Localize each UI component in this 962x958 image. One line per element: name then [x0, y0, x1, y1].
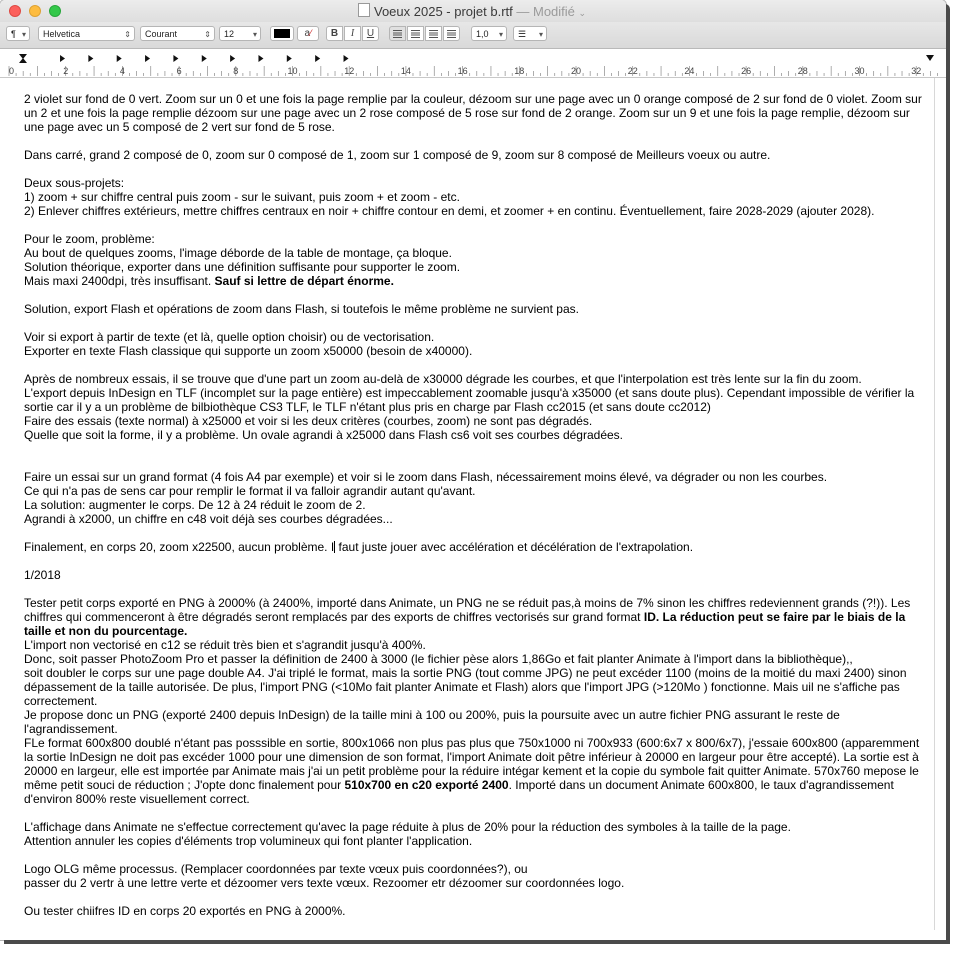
tab-stop-marker: [173, 55, 178, 62]
paragraph[interactable]: [24, 526, 924, 540]
paragraph[interactable]: [24, 890, 924, 904]
left-indent-marker: [19, 58, 27, 63]
bold-text: ID. La réduction peut se faire par le biais de la taille et non du pourcentage.: [24, 610, 906, 638]
paragraph[interactable]: [24, 876, 924, 890]
document-text[interactable]: [24, 92, 924, 918]
paragraph[interactable]: [24, 582, 924, 596]
paragraph[interactable]: [24, 512, 924, 526]
paragraph[interactable]: [24, 862, 924, 876]
paragraph[interactable]: [24, 316, 924, 330]
paragraph[interactable]: [24, 302, 924, 316]
ruler[interactable]: [0, 49, 946, 78]
paragraph-text: Donc, soit passer PhotoZoom Pro et passer la définition de 2400 à 3000 (le fichier pèse alors 1,86Go et fait planter Animate à l'import dans la bibliothèque),,: [24, 652, 853, 666]
paragraph-text: Quelle que soit la forme, il y a problème. Un ovale agrandi à x25000 dans Flash cs6 voit ses courbes dégradées.: [24, 428, 624, 442]
ruler-label: 16: [457, 66, 468, 76]
paragraph[interactable]: [24, 190, 924, 204]
font-size-field[interactable]: 12 ▾: [219, 26, 261, 41]
chevron-down-icon: ▾: [538, 30, 543, 39]
paragraph[interactable]: [24, 666, 924, 708]
paragraph[interactable]: [24, 218, 924, 232]
paragraph[interactable]: [24, 288, 924, 302]
ruler-label: 8: [233, 66, 239, 76]
paragraph-text: Pour le zoom, problème:: [24, 232, 155, 246]
ruler-label: 22: [627, 66, 638, 76]
paragraph-text: FLe format 600x800 doublé n'étant pas posssible en sortie, 800x1066 non plus pas plus que 750x1000 ni 700x933 (600:6x7 x 800/6x7), j'essaie 600x800 (apparemment la sortie InDesign ne doit pas excéder 1000 pour une dimension de son format, l'import Animate doit pêtre inférieur à 20000 en largeur pour être accepté). La sortie est à 20000 en largeur, elle est importée par Animate mais j'ai un petit problème pour la réduire intégar kement et la copie du symbole fait quitter Animate. 570x760 mepose le même petit souci de réduction ; J'opte donc finalement pour: [24, 736, 920, 792]
ruler-label: 18: [514, 66, 525, 76]
paragraph-text: Faire des essais (texte normal) à x25000 et voir si les deux critères (courbes, zoom) ne sont pas dégradés.: [24, 414, 593, 428]
ruler-label: 4: [119, 66, 125, 76]
paragraph-text: faut juste jouer avec accélération et décélération de l'extrapolation.: [335, 540, 694, 554]
align-right-icon: [429, 30, 438, 38]
paragraph[interactable]: [24, 330, 924, 344]
paragraph[interactable]: [24, 596, 924, 638]
paragraph-text: soit doubler le corps sur une page double A4. J'ai triplé le format, mais la sortie PNG (tout comme JPG) ne peut excéder 1100 (moins de la moitié du maxi 2400) sinon dépassement de la taille autorisée. De plus, l'import PNG (<10Mo fait planter Animate et Flash) alors que l'import JPG (>120Mo ) fonctionne. Mais uil ne s'affiche pas correctement.: [24, 666, 907, 708]
paragraph[interactable]: [24, 246, 924, 260]
paragraph[interactable]: [24, 484, 924, 498]
paragraph-text: Agrandi à x2000, un chiffre en c48 voit déjà ses courbes dégradées...: [24, 512, 393, 526]
paragraph-text: 2 violet sur fond de 0 vert. Zoom sur un 0 et une fois la page remplie par la couleur, dézoom sur une page avec un 0 orange composé de 2 sur fond de 0 violet. Zoom sur un 2 et une fois la page remplie dézoom sur une page avec un 2 rose composé de 5 rose sur fond de 2 orange. Zoom sur un 9 et une fois la page remplie, dézoom sur une page avec un 5 composé de 2 vert sur fond de 5 rose.: [24, 92, 922, 134]
modified-status: — Modifié: [516, 4, 575, 19]
paragraph[interactable]: [24, 358, 924, 372]
align-right-button[interactable]: [425, 26, 442, 41]
paragraph-text: La solution: augmenter le corps. De 12 à 24 réduit le zoom de 2.: [24, 498, 366, 512]
title-chevron-icon[interactable]: ⌄: [578, 8, 587, 18]
updown-arrows-icon: ⇕: [124, 30, 131, 39]
chevron-down-icon: ▾: [21, 30, 26, 39]
paragraph-text: 1) zoom + sur chiffre central puis zoom - sur le suivant, puis zoom + et zoom - etc.: [24, 190, 460, 204]
paragraph-text: Après de nombreux essais, il se trouve que d'une part un zoom au-delà de x30000 dégrade les courbes, et que l'interpolation est très lente sur la fin du zoom.: [24, 372, 862, 386]
paragraph-text: Deux sous-projets:: [24, 176, 125, 190]
align-left-button[interactable]: [389, 26, 406, 41]
align-center-icon: [411, 30, 420, 38]
paragraph[interactable]: [24, 806, 924, 820]
tab-stop-marker: [202, 55, 207, 62]
document-name: Voeux 2025 - projet b.rtf: [374, 4, 513, 19]
paragraph[interactable]: [24, 176, 924, 190]
updown-arrows-icon: ⇕: [204, 30, 211, 39]
paragraph[interactable]: [24, 92, 924, 134]
tab-stop-marker: [88, 55, 93, 62]
ruler-label: 10: [287, 66, 298, 76]
tab-stop-marker: [230, 55, 235, 62]
paragraph-text: Au bout de quelques zooms, l'image déborde de la table de montage, ça bloque.: [24, 246, 452, 260]
ruler-label: 32: [911, 66, 922, 76]
tab-stop-marker: [315, 55, 320, 62]
ruler-label: 6: [176, 66, 182, 76]
tab-stop-marker: [287, 55, 292, 62]
document-area[interactable]: [0, 78, 935, 930]
paragraph-text: Solution, export Flash et opérations de zoom dans Flash, si toutefois le même problème ne survient pas.: [24, 302, 579, 316]
align-left-icon: [393, 30, 402, 38]
paragraph[interactable]: [24, 232, 924, 246]
bold-text: 510x700 en c20 exporté 2400: [344, 778, 509, 792]
paragraph[interactable]: [24, 414, 924, 428]
zoom-button[interactable]: [49, 5, 61, 17]
font-family-popup[interactable]: Helvetica ⇕: [38, 26, 135, 41]
paragraph-text: Solution théorique, exporter dans une définition suffisante pour supporter le zoom.: [24, 260, 461, 274]
ruler-label: 20: [570, 66, 582, 76]
paragraph[interactable]: [24, 848, 924, 862]
tab-stop-marker: [344, 55, 349, 62]
ruler-label: 28: [797, 66, 808, 76]
underline-button[interactable]: U: [362, 26, 379, 41]
ruler-label: 14: [400, 66, 411, 76]
paragraph-text: Attention annuler les copies d'éléments trop volumineux qui font planter l'application.: [24, 834, 473, 848]
paragraph[interactable]: [24, 652, 924, 666]
ruler-label: 0: [9, 66, 15, 76]
paragraph-text: L'affichage dans Animate ne s'effectue correctement qu'avec la page réduite à plus de 20% pour la réduction des symboles à la taille de la page.: [24, 820, 791, 834]
bold-button[interactable]: B: [326, 26, 343, 41]
highlight-color-button[interactable]: a⁄: [297, 26, 319, 41]
paragraph-text: Voir si export à partir de texte (et là, quelle option choisir) ou de vectorisation.: [24, 330, 435, 344]
paragraph-text: Finalement, en corps 20, zoom x22500, aucun problème. I: [24, 540, 335, 554]
list-icon: ☰: [518, 29, 527, 39]
paragraph[interactable]: [24, 470, 924, 484]
tab-stop-marker: [60, 55, 65, 62]
italic-button[interactable]: I: [344, 26, 361, 41]
paragraph[interactable]: [24, 568, 924, 582]
paragraph[interactable]: [24, 344, 924, 358]
ruler-label: 30: [854, 66, 865, 76]
paragraph[interactable]: [24, 442, 924, 456]
paragraph-text: Je propose donc un PNG (exporté 2400 depuis InDesign) de la taille mini à 100 ou 200%, puis la poursuite avec un autre fichier PNG assurant le reste de l'agrandissement.: [24, 708, 840, 736]
paragraph[interactable]: [24, 638, 924, 652]
paragraph-text: Tester petit corps exporté en PNG à 2000% (à 2400%, importé dans Animate, un PNG ne se réduit pas,à moins de 7% sinon les chiffres redeviennent grands (?!)). Les chiffres qui commenceront à être dégradés seront remplacés par des exports de chiffres vectorisés sur grand format: [24, 596, 911, 624]
paragraph-text: passer du 2 vertr à une lettre verte et dézoomer vers texte vœux. Rezoomer etr dézoomer sur coordonnées logo.: [24, 876, 625, 890]
paragraph-text: Exporter en texte Flash classique qui supporte un zoom x50000 (besoin de x40000).: [24, 344, 473, 358]
close-button[interactable]: [9, 5, 21, 17]
paragraph[interactable]: [24, 456, 924, 470]
paragraph-text: Logo OLG même processus. (Remplacer coordonnées par texte vœux puis coordonnées?), ou: [24, 862, 528, 876]
tab-stop-marker: [145, 55, 150, 62]
paragraph[interactable]: [24, 134, 924, 148]
list-bullets-popup[interactable]: [513, 26, 547, 41]
font-style-popup[interactable]: Courant ⇕: [140, 26, 215, 41]
bold-text: Sauf si lettre de départ énorme.: [214, 274, 394, 288]
paragraph[interactable]: [24, 148, 924, 162]
color-swatch: [274, 29, 290, 38]
title-bar[interactable]: [0, 0, 946, 22]
format-bar: [0, 22, 946, 49]
paragraph[interactable]: [24, 162, 924, 176]
paragraph-text: Faire un essai sur un grand format (4 fois A4 par exemple) et voir si le zoom dans Flash, nécessairement moins élevé, va dégrader ou non les courbes.: [24, 470, 828, 484]
window-title[interactable]: [358, 3, 586, 19]
paragraph-text: Mais maxi 2400dpi, très insuffisant.: [24, 274, 215, 288]
paragraph[interactable]: [24, 372, 924, 386]
minimize-button[interactable]: [29, 5, 41, 17]
tab-stop-marker: [117, 55, 122, 62]
paragraph[interactable]: [24, 540, 924, 554]
highlighter-icon: a: [304, 28, 311, 39]
align-justify-button[interactable]: [443, 26, 460, 41]
tab-stop-marker: [258, 55, 263, 62]
paragraph[interactable]: [24, 834, 924, 848]
paragraph[interactable]: [24, 736, 924, 806]
document-icon: [358, 3, 370, 17]
paragraph-text: Dans carré, grand 2 composé de 0, zoom sur 0 composé de 1, zoom sur 1 composé de 9, zoom sur 8 composé de Meilleurs voeux ou autre.: [24, 148, 771, 162]
paragraph-text: Ce qui n'a pas de sens car pour remplir le format il va falloir agrandir autant qu'avant.: [24, 484, 476, 498]
paragraph[interactable]: [24, 820, 924, 834]
paragraph[interactable]: [24, 274, 924, 288]
paragraph[interactable]: [24, 708, 924, 736]
ruler-label: 12: [344, 66, 355, 76]
ruler-label: 26: [741, 66, 752, 76]
right-margin-marker: [926, 55, 934, 61]
paragraph-text: L'export depuis InDesign en TLF (incomplet sur la page entière) est impeccablement zoomable jusqu'à x35000 (et sans doute plus). Cependant impossible de vérifier la sortie car il y a un problème de bilbiothèque CS3 TLF, le TLF n'étant plus pris en charge par Flash cc2015 (et sans doute cc2012): [24, 386, 915, 414]
paragraph-text: 2) Enlever chiffres extérieurs, mettre chiffres centraux en noir + chiffre contour en demi, et zoomer + en continu. Éventuellement, faire 2028-2029 (ajouter 2028).: [24, 204, 875, 218]
chevron-down-icon: ▾: [252, 30, 257, 39]
ruler-scale: [0, 49, 946, 77]
align-justify-icon: [447, 30, 456, 38]
paragraph-text: . Importé dans un document Animate 600x800, le taux d'agrandissement d'environ 800% reste visuellement correct.: [24, 778, 894, 806]
paragraph[interactable]: [24, 204, 924, 218]
ruler-label: 24: [684, 66, 695, 76]
paragraph-text: Ou tester chiifres ID en corps 20 exportés en PNG à 2000%.: [24, 904, 346, 918]
paragraph-style-popup[interactable]: ¶ ▾: [6, 26, 30, 41]
paragraph-text: L'import non vectorisé en c12 se réduit très bien et s'agrandit jusqu'à 400%.: [24, 638, 426, 652]
paragraph[interactable]: [24, 554, 924, 568]
line-spacing-popup[interactable]: 1,0 ▾: [471, 26, 507, 41]
paragraph[interactable]: [24, 904, 924, 918]
paragraph[interactable]: [24, 260, 924, 274]
ruler-label: 2: [63, 66, 69, 76]
paragraph-text: 1/2018: [24, 568, 61, 582]
paragraph[interactable]: [24, 498, 924, 512]
paragraph[interactable]: [24, 386, 924, 414]
paragraph[interactable]: [24, 428, 924, 442]
chevron-down-icon: ▾: [498, 30, 503, 39]
text-color-well[interactable]: [270, 26, 294, 41]
align-center-button[interactable]: [407, 26, 424, 41]
